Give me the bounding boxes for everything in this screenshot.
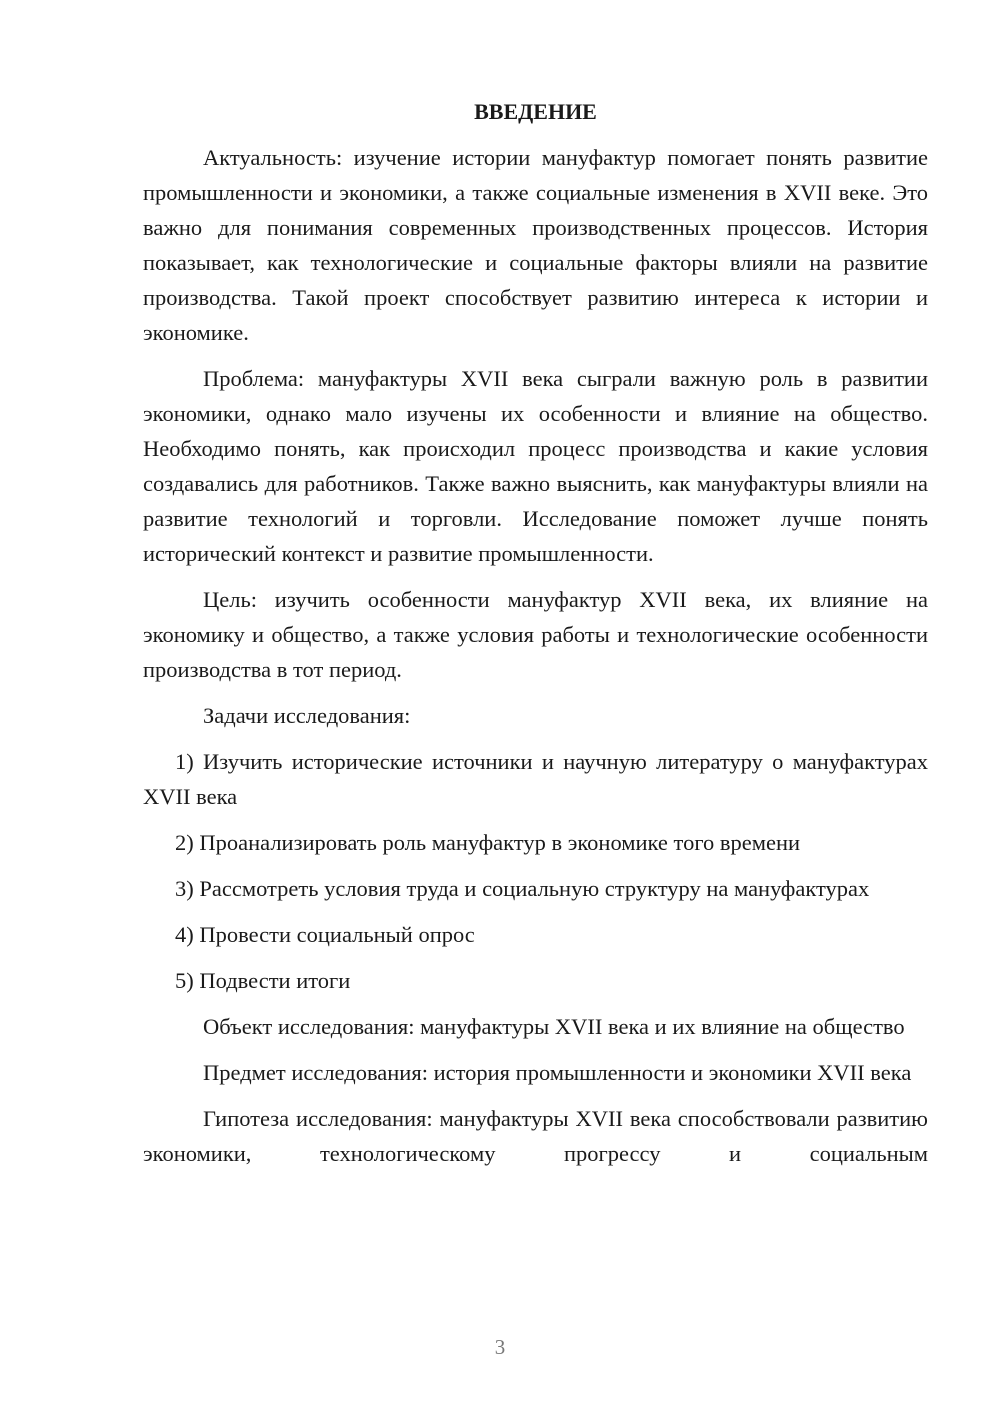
tasks-heading: Задачи исследования: <box>203 703 411 728</box>
task-item-4: 4) Провести социальный опрос <box>175 922 475 947</box>
problem-paragraph: Проблема: мануфактуры XVII века сыграли важную роль в развитии экономики, однако мало изучены их особенности и влияние на общество. Необходимо понять, как происходил процесс производства и какие условия создавались для работников. Также важно выяснить, как мануфактуры влияли на развитие технологий и торговли. Исследование поможет лучше понять исторический контекст и развитие промышленности. <box>143 366 928 566</box>
object-paragraph: Объект исследования: мануфактуры XVII века и их влияние на общество <box>203 1014 905 1039</box>
page-content <box>143 94 928 1182</box>
task-item-1: 1) Изучить исторические источники и научную литературу о мануфактурах XVII века <box>143 749 928 809</box>
relevance-paragraph: Актуальность: изучение истории мануфактур помогает понять развитие промышленности и экономики, а также социальные изменения в XVII веке. Это важно для понимания современных производственных процессов. История показывает, как технологические и социальные факторы влияли на развитие производства. Такой проект способствует развитию интереса к истории и экономике. <box>143 145 928 345</box>
hypothesis-paragraph: Гипотеза исследования: мануфактуры XVII века способствовали развитию экономики, технологическому прогрессу и социальным <box>143 1106 928 1166</box>
task-item-2: 2) Проанализировать роль мануфактур в экономике того времени <box>175 830 801 855</box>
task-item-3: 3) Рассмотреть условия труда и социальную структуру на мануфактурах <box>175 876 870 901</box>
task-item-5: 5) Подвести итоги <box>175 968 351 993</box>
goal-paragraph: Цель: изучить особенности мануфактур XVII века, их влияние на экономику и общество, а также условия работы и технологические особенности производства в тот период. <box>143 587 928 682</box>
page-number: 3 <box>494 1335 506 1359</box>
section-title: ВВЕДЕНИЕ <box>474 99 597 124</box>
subject-paragraph: Предмет исследования: история промышленности и экономики XVII века <box>203 1060 912 1085</box>
